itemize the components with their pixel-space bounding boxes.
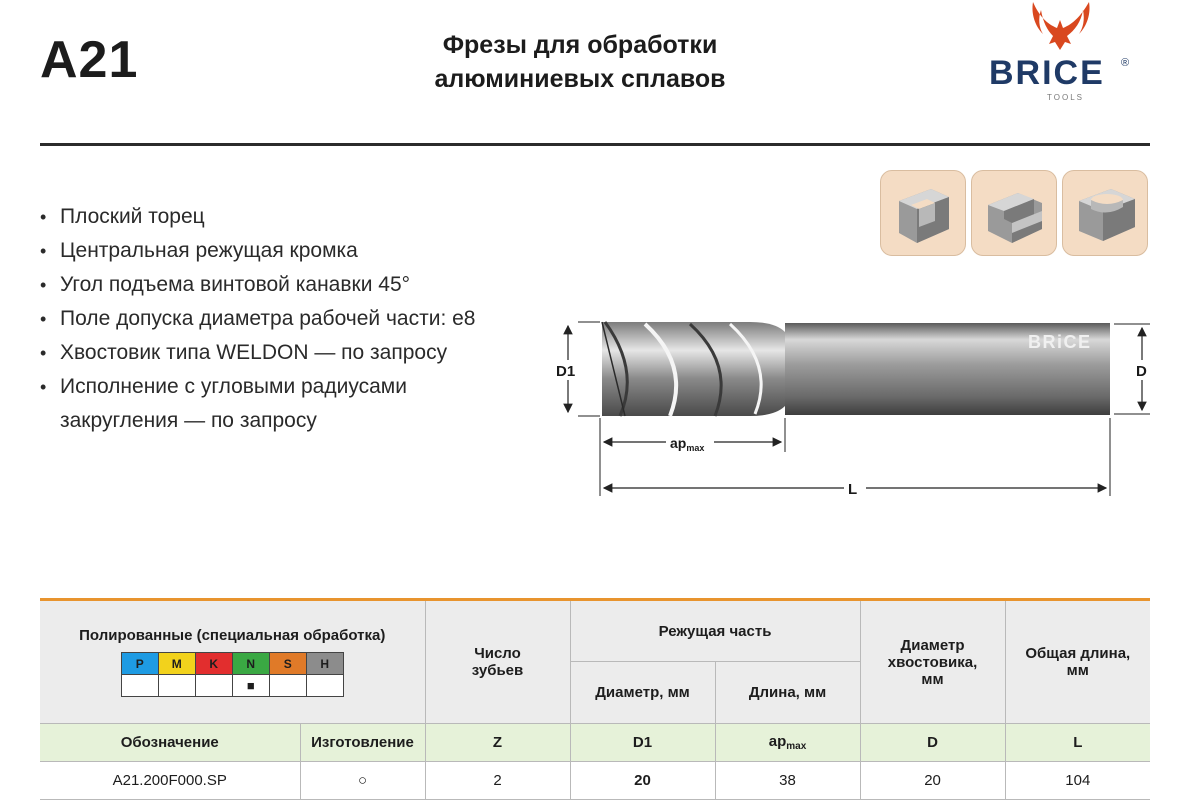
iso-h: H (306, 653, 343, 675)
cell-z: 2 (425, 762, 570, 800)
product-code: A21 (40, 31, 139, 89)
cutting-part-header: Режущая часть (570, 600, 860, 662)
iso-p: P (121, 653, 158, 675)
iso-m-mark (158, 675, 195, 697)
col-manufacture: Изготовление (300, 724, 425, 762)
teeth-header: Число зубьев (425, 600, 570, 724)
feature-item: • Центральная режущая кромка (40, 234, 476, 268)
label-d1: D1 (556, 363, 576, 380)
col-ap: $ap_{max}$ (715, 724, 860, 762)
feature-item: • Поле допуска диаметра рабочей части: е8 (40, 302, 476, 336)
iso-k-mark (195, 675, 232, 697)
page-title (400, 28, 760, 96)
feature-item: • Плоский торец (40, 200, 476, 234)
iso-n: N (232, 653, 269, 675)
col-designation: Обозначение (40, 724, 300, 762)
iso-m: M (158, 653, 195, 675)
col-z: Z (425, 724, 570, 762)
brand-tools: TOOLS (1047, 93, 1084, 102)
iso-p-mark (121, 675, 158, 697)
iso-n-mark: ■ (232, 675, 269, 697)
cell-d1: 20 (570, 762, 715, 800)
cell-l: 104 (1005, 762, 1150, 800)
header-divider (40, 143, 1150, 146)
brice-logo (985, 0, 1135, 110)
iso-k: K (195, 653, 232, 675)
shank-brand: BRiCE (1028, 332, 1092, 352)
shank-diameter-header: Диаметр хвостовика, мм (860, 600, 1005, 724)
col-d1: D1 (570, 724, 715, 762)
shoulder-milling-icon (971, 170, 1057, 256)
cell-manufacture: ○ (300, 762, 425, 800)
feature-item: • Угол подъема винтовой канавки 45° (40, 268, 476, 302)
slot-milling-icon (880, 170, 966, 256)
iso-s-mark (269, 675, 306, 697)
spec-table (40, 598, 1150, 800)
iso-h-mark (306, 675, 343, 697)
dimension-ap (600, 418, 785, 496)
dimension-l (604, 418, 1110, 498)
col-l: L (1005, 724, 1150, 762)
label-l: L (848, 481, 858, 498)
cell-ap: 38 (715, 762, 860, 800)
dimension-d (1114, 324, 1152, 414)
eagle-icon (1032, 2, 1089, 50)
cell-d: 20 (860, 762, 1005, 800)
total-length-header: Общая длина, мм (1005, 600, 1150, 724)
tool-drawing (550, 310, 1170, 510)
col-d: D (860, 724, 1005, 762)
operation-icons (880, 170, 1148, 256)
iso-material-grid (121, 652, 344, 697)
feature-list (40, 200, 476, 438)
pocket-milling-icon (1062, 170, 1148, 256)
label-ap: $ap_{max}$ (670, 435, 705, 453)
polished-header (40, 600, 425, 724)
cell-designation: A21.200F000.SP (40, 762, 300, 800)
end-mill-body (602, 322, 1110, 416)
iso-s: S (269, 653, 306, 675)
table-row (40, 762, 1150, 800)
title-line-2: алюминиевых сплавов (434, 65, 726, 93)
polished-label: Полированные (специальная обработка) (79, 627, 386, 644)
brand-name: BRICE (989, 54, 1105, 92)
dimension-d1 (554, 322, 600, 416)
diameter-header: Диаметр, мм (570, 662, 715, 724)
label-d: D (1136, 363, 1147, 380)
feature-item: • Хвостовик типа WELDON — по запросу (40, 336, 476, 370)
title-line-1: Фрезы для обработки (442, 31, 718, 59)
length-header: Длина, мм (715, 662, 860, 724)
feature-item: • Исполнение с угловыми радиусами закругления — по запросу (40, 370, 420, 438)
registered-mark: ® (1121, 57, 1130, 69)
